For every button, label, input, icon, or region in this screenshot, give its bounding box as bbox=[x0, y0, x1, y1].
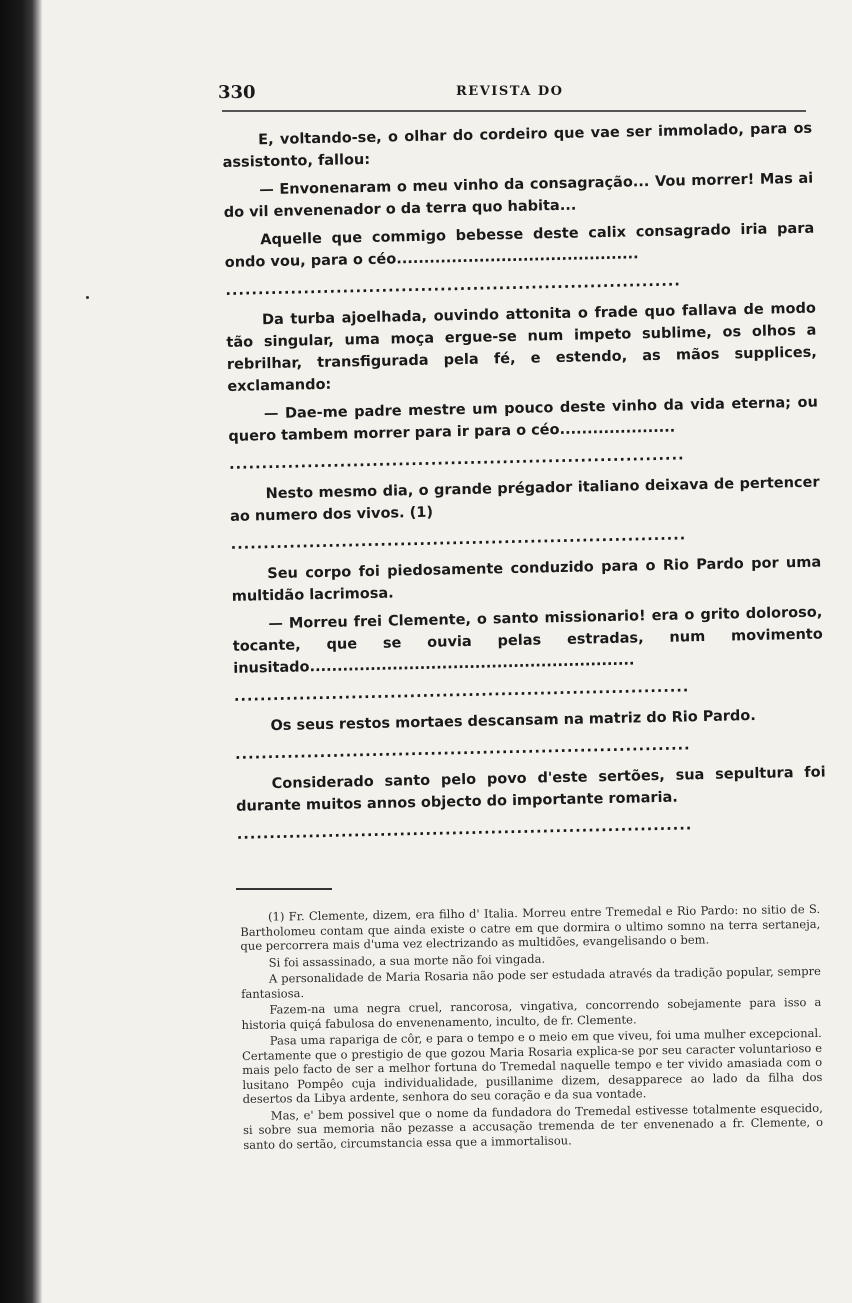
paper-speck bbox=[86, 296, 89, 299]
ellipsis-line: ...................................................................... bbox=[236, 817, 693, 843]
footnote: (1) Fr. Clemente, dizem, era filho d' Italia. Morreu entre Tremedal e Rio Pardo: no sitio de S. Bartholomeu contam que ainda existe o catre em que dormira o ultimo somno na terra sertaneja, que percorrera mais d'uma vez electrizando as multidões, evangelisando o bem. bbox=[240, 901, 821, 953]
footnote: Pasa uma rapariga de côr, e para o tempo e o meio em que viveu, foi uma mulher excepcional. Certamente que o prestigio de que gozou Maria Rosaria explica-se por seu caracter voluntarioso e mais pelo facto de ser a melhor fortuna do Tremedal naquelle tempo e ter vivido amasiada com o lusitano Pompêo cuja individualidade, pusillanime dizem, desapparece ao lado da filha dos desertos da Libya ardente, senhora do seu coração e da sua vontade. bbox=[241, 1025, 823, 1106]
paragraph: Aquelle que commigo bebesse deste calix consagrado iria para ondo vou, para o céo............................................ bbox=[224, 220, 815, 271]
footnote: Fazem-na uma negra cruel, rancorosa, vingativa, concorrendo sobejamente para isso a historia quiçá fabulosa do envenenamento, inculto, de fr. Clemente. bbox=[241, 994, 822, 1032]
paragraph: Da turba ajoelhada, ouvindo attonita o frade quo fallava de modo tão singular, uma moça ergue-se num impeto sublime, os olhos a rebrilhar, transfigurada pela fé, e estendo, as mãos supplices, exclamando: bbox=[226, 300, 817, 395]
ellipsis-line: ...................................................................... bbox=[233, 679, 690, 705]
ellipsis-line: ...................................................................... bbox=[225, 273, 682, 299]
paragraph: — Dae-me padre mestre um pouco deste vinho da vida eterna; ou quero tambem morrer para ir para o céo..................... bbox=[228, 394, 819, 445]
paragraph: — Morreu frei Clemente, o santo missionario! era o grito doloroso, tocante, que se ouvia pelas estradas, num movimento inusitado........................................................... bbox=[232, 604, 823, 677]
book-binding-shadow bbox=[0, 0, 42, 1303]
footnote: Mas, e' bem possivel que o nome da fundadora do Tremedal estivesse totalmente esquecido, si sobre sua memoria não pezasse a accusação tremenda de ter envenenado a fr. Clemente, o santo do sertão, circumstancia essa que a immortalisou. bbox=[242, 1100, 824, 1152]
footnote: A personalidade de Maria Rosaria não pode ser estudada através da tradição popular, sempre fantasiosa. bbox=[241, 963, 822, 1001]
page-header bbox=[218, 80, 806, 106]
ellipsis-line: ...................................................................... bbox=[234, 737, 691, 763]
ellipsis-line: ...................................................................... bbox=[228, 447, 685, 473]
footnote-rule bbox=[236, 888, 332, 890]
paragraph: — Envonenaram o meu vinho da consagração... Vou morrer! Mas ai do vil envenenador o da terra quo habita... bbox=[223, 170, 814, 221]
paragraph: Os seus restos mortaes descansam na matriz do Rio Pardo. bbox=[270, 707, 756, 735]
paragraph: Considerado santo pelo povo d'este sertões, sua sepultura foi durante muitos annos objecto do importante romaria. bbox=[236, 764, 826, 815]
page-number: 330 bbox=[218, 82, 256, 103]
paragraph: Seu corpo foi piedosamente conduzido para o Rio Pardo por uma multidão lacrimosa. bbox=[231, 554, 822, 605]
footnotes bbox=[240, 902, 823, 1154]
running-head: REVISTA DO bbox=[456, 84, 564, 99]
header-rule bbox=[222, 110, 806, 112]
ellipsis-line: ...................................................................... bbox=[230, 527, 687, 553]
paragraph: Nesto mesmo dia, o grande prégador italiano deixava de pertencer ao numero dos vivos. (1) bbox=[229, 474, 820, 525]
footnote: Si foi assassinado, a sua morte não foi vingada. bbox=[268, 951, 546, 970]
paragraph: E, voltando-se, o olhar do cordeiro que vae ser immolado, para os assistonto, fallou: bbox=[222, 120, 813, 171]
main-text bbox=[222, 118, 827, 854]
